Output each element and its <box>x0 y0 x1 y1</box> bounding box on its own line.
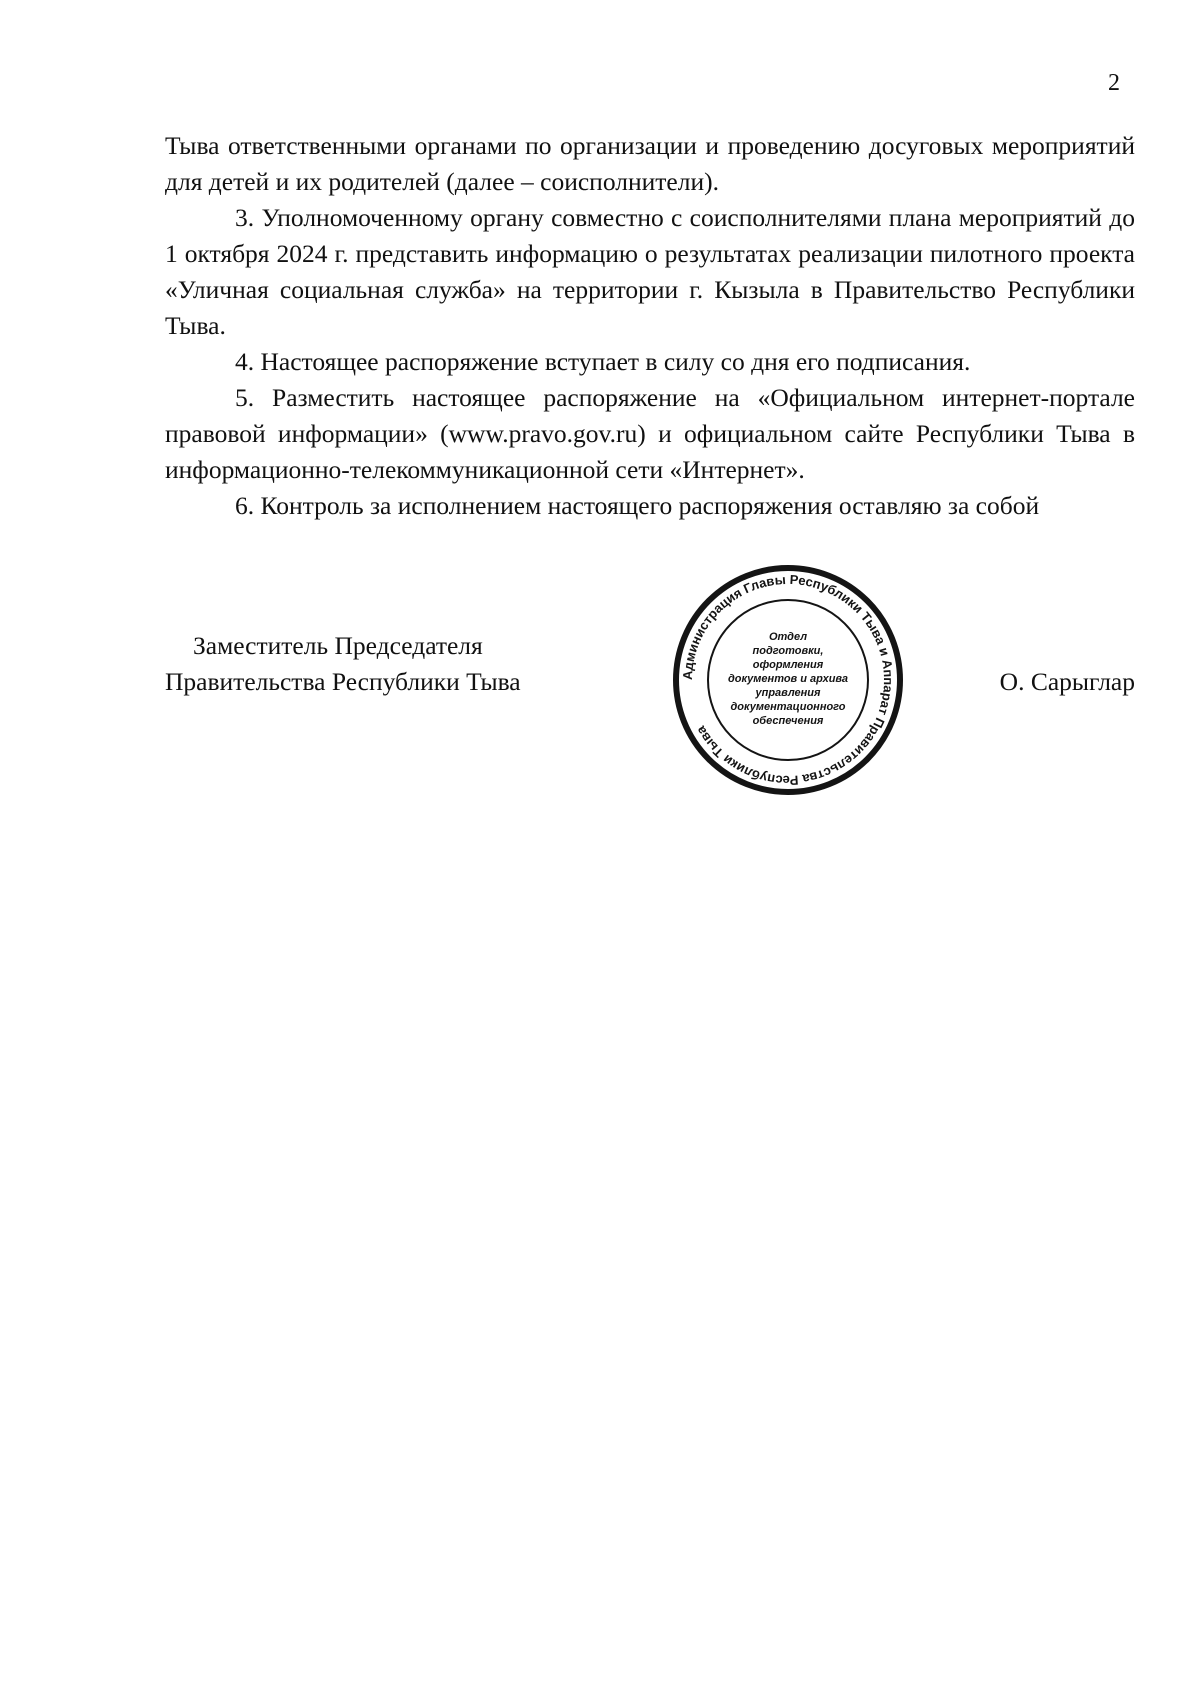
stamp-center-line-5: управления <box>755 687 821 699</box>
signer-position <box>165 628 521 700</box>
page-number: 2 <box>1108 70 1120 96</box>
stamp-center-line-2: подготовки, <box>752 645 824 657</box>
official-stamp <box>668 560 908 800</box>
paragraph-item-6: 6. Контроль за исполнением настоящего распоряжения оставляю за собой <box>235 491 1040 520</box>
paragraph-item-4: 4. Настоящее распоряжение вступает в силу со дня его подписания. <box>235 347 971 376</box>
paragraph-continuation: Тыва ответственными органами по организации и проведению досуговых мероприятий для детей и их родителей (далее – соисполнители). <box>165 131 1135 196</box>
signer-position-line2: Правительства Республики Тыва <box>165 667 521 696</box>
paragraph-item-3: 3. Уполномоченному органу совместно с соисполнителями плана мероприятий до 1 октября 2024 г. представить информацию о результатах реализации пилотного проекта «Уличная социальная служба» на территории г. Кызыла в Правительство Республики Тыва. <box>165 203 1135 340</box>
stamp-center-line-6: документационного <box>730 701 846 713</box>
stamp-graphic <box>668 560 908 800</box>
paragraph-item-5: 5. Разместить настоящее распоряжение на «Официальном интернет-портале правовой информации» (www.pravo.gov.ru) и официальном сайте Республики Тыва в информационно-телекоммуникационной сети «Интернет». <box>165 383 1135 484</box>
stamp-center-line-4: документов и архива <box>727 673 849 685</box>
stamp-center-line-7: обеспечения <box>752 715 824 727</box>
signer-name: О. Сарыглар <box>999 667 1135 696</box>
stamp-center-line-1: Отдел <box>768 631 808 643</box>
signer-position-line1: Заместитель Председателя <box>193 631 483 660</box>
stamp-center-line-3: оформления <box>752 659 824 671</box>
stamp-ring-textpath: Администрация Главы Республики Тыва и Аппарат Правительства Республики Тыва <box>679 571 897 789</box>
document-body <box>165 128 1135 524</box>
